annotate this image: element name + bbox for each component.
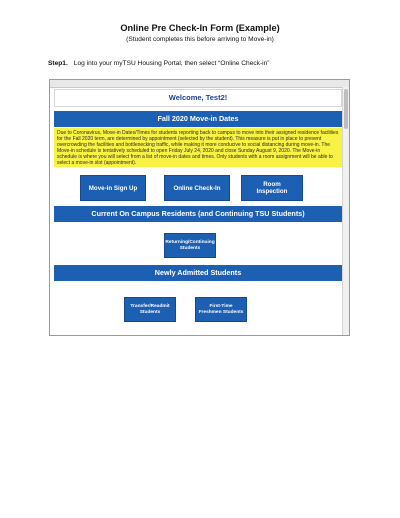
room-inspection-button[interactable]: Room Inspection	[241, 175, 303, 201]
scrollbar[interactable]	[342, 87, 349, 335]
scrollbar-thumb[interactable]	[344, 89, 348, 129]
new-students-header: Newly Admitted Students	[54, 265, 342, 281]
first-time-freshmen-button[interactable]: First-Time Freshmen Students	[195, 297, 247, 322]
movein-signup-button[interactable]: Move-in Sign Up	[80, 175, 146, 201]
browser-top-strip	[50, 80, 349, 88]
step-text: Log into your myTSU Housing Portal, then select “Online Check-in”	[73, 60, 270, 67]
step-instruction	[48, 60, 270, 67]
movein-dates-header: Fall 2020 Move-in Dates	[54, 111, 342, 127]
document-subtitle: (Student completes this before arriving to Move-in)	[126, 36, 274, 43]
online-checkin-button[interactable]: Online Check-In	[164, 175, 230, 201]
current-residents-header: Current On Campus Residents (and Continuing TSU Students)	[54, 206, 342, 222]
document-title: Online Pre Check-In Form (Example)	[120, 23, 280, 33]
covid-notice: Due to Coronavirus, Move-in Dates/Times for students reporting back to campus to move into their assigned residence facilities for the Fall 2020 term, are determined by appointment (selected by the student). This measure is put in place to prevent overcrowding the facilities and bottlenecking traffic, while making it more conducive to social distancing during move-in. The Move-in schedule is tentatively scheduled to open Friday July 24, 2020 and close Sunday August 9, 2020. The Move-in schedule is where you will select from a list of move-in dates and times. Only students with a room assignment will be able to select a move-in slot (appointment).	[54, 128, 342, 167]
returning-students-button[interactable]: Returning/Continuing Students	[164, 233, 216, 258]
step-label: Step1.	[48, 60, 68, 67]
welcome-banner: Welcome, Test2!	[54, 89, 342, 107]
portal-screenshot	[49, 79, 350, 336]
transfer-readmit-button[interactable]: Transfer/Readmit Students	[124, 297, 176, 322]
